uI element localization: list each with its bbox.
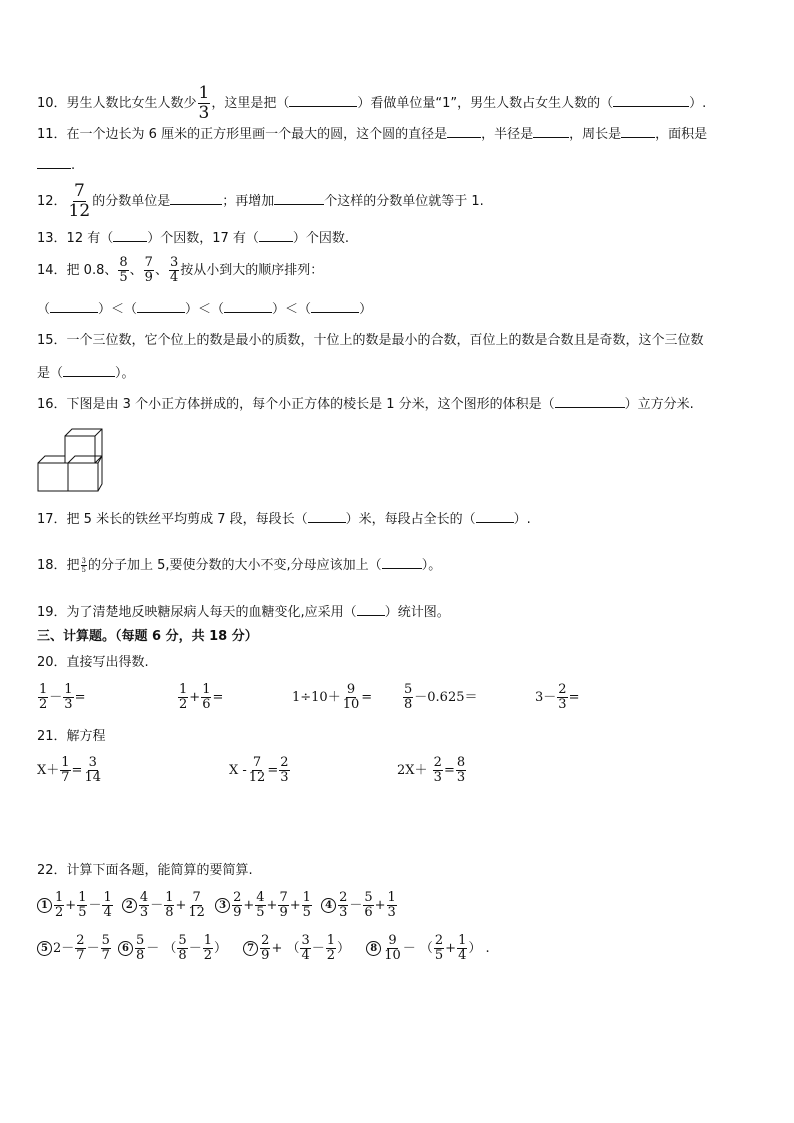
numerator: 7 [252,755,262,770]
fraction [557,683,567,712]
q11-text-b: ，半径是 [481,127,534,142]
fraction [403,683,413,712]
numerator: 2 [233,890,242,905]
denominator: 5 [81,566,87,574]
numerator: 3 [169,255,179,270]
fraction [77,891,87,920]
operator: － [86,941,100,956]
denominator: 2 [179,697,188,712]
question-14-answer-row [37,300,372,319]
item-number: 3 [215,898,230,913]
fraction [102,891,112,920]
item-number: 2 [122,898,137,913]
equals: = [74,690,86,705]
fraction [387,891,397,920]
q18-text-a: 18．把 [37,558,80,573]
answer-blank[interactable] [259,229,293,242]
operator: － [49,690,63,705]
numerator: 8 [119,255,128,270]
answer-blank[interactable] [311,300,359,313]
q10-text-a: 10．男生人数比女生人数少 [37,96,197,111]
fraction [63,683,73,712]
denominator: 8 [136,948,145,963]
question-11 [37,125,707,144]
item-number: 5 [37,941,52,956]
operator: + [289,898,301,913]
q11-text-d: ，面积是 [655,127,708,142]
cube-bottom-right-front [68,463,98,491]
q10-text-d: ）. [689,96,707,111]
denominator: 12 [188,905,205,920]
denominator: 8 [404,697,413,712]
q12-text-d: 个这样的分数单位就等于 1. [324,194,484,209]
fraction [203,934,213,963]
answer-blank[interactable] [289,94,357,107]
answer-blank[interactable] [170,192,222,205]
numerator: 9 [388,933,397,948]
fraction [383,934,402,963]
equals: = [212,690,224,705]
fraction [68,182,92,221]
q10-text-b: ，这里是把（ [211,96,290,111]
numerator: 1 [61,755,70,770]
numerator: 5 [136,933,145,948]
denominator: 5 [434,948,444,963]
fraction [83,756,102,785]
q14-text-b: 按从小到大的顺序排列： [180,263,324,278]
q20-expr-4 [402,683,478,712]
fraction [60,756,70,785]
numerator: 1 [387,890,396,905]
numerator: 5 [364,890,373,905]
operator: + [266,898,278,913]
paren: ） [359,302,373,317]
fraction [279,756,289,785]
cube-top-edge [95,429,102,436]
fraction [300,934,310,963]
paren: ） [214,941,228,956]
q22-row-2 [37,934,490,963]
numerator: 7 [144,255,153,270]
less-than: ）＜（ [98,302,138,317]
item-number: 8 [366,941,381,956]
fraction [178,683,188,712]
q16-text-b: ）立方分米. [624,397,694,412]
separator: 、 [154,263,168,278]
question-10 [37,84,706,123]
numerator: 2 [280,755,289,770]
fraction [363,891,373,920]
numerator: 1 [39,682,48,697]
fraction [101,934,111,963]
denominator: 3 [558,697,567,712]
denominator: 4 [301,948,310,963]
numerator: 2 [261,933,270,948]
q20-expr-2 [177,683,223,712]
denominator: 12 [248,770,266,785]
q19-text-a: 19．为了清楚地反映糖尿病人每天的血糖变化,应采用（ [37,605,357,620]
q13-text-c: ）个因数. [292,231,350,246]
denominator: 4 [169,270,179,285]
fraction [342,683,361,712]
answer-blank[interactable] [476,510,514,523]
denominator: 14 [84,770,101,785]
fraction [201,683,211,712]
q20-expr-3 [292,683,372,712]
q12-text-a: 12． [37,194,67,209]
numerator: 1 [326,933,336,948]
numerator: 3 [88,755,97,770]
operator: － [311,941,325,956]
q21-equation-3 [397,756,467,785]
answer-blank[interactable] [37,156,71,169]
denominator: 5 [78,905,87,920]
numerator: 1 [78,890,87,905]
denominator: 3 [280,770,289,785]
question-15 [37,332,704,350]
numerator: 1 [458,933,467,948]
denominator: 9 [233,905,242,920]
denominator: 5 [256,905,265,920]
numerator: 2 [339,890,348,905]
denominator: 9 [144,270,153,285]
operator: － [188,941,202,956]
numerator: 4 [256,890,265,905]
denominator: 7 [61,770,70,785]
denominator: 2 [39,697,48,712]
fraction [248,756,267,785]
question-19 [37,603,450,622]
denominator: 4 [103,905,112,920]
numerator: 3 [301,933,310,948]
numerator: 1 [64,682,73,697]
equals: = [71,763,83,778]
fraction [302,891,312,920]
denominator: 7 [101,948,110,963]
item-number: 1 [37,898,52,913]
item-number: 7 [243,941,258,956]
equals: = [361,690,373,705]
less-than: ）＜（ [185,302,225,317]
operator: + [189,690,201,705]
equals: = [267,763,279,778]
q17-text-b: ）米，每段占全长的（ [345,512,476,527]
cube-bottom-left-edges [38,456,65,463]
fraction [260,934,270,963]
expression-text: 1÷10＋ [292,690,341,705]
numerator: 1 [203,933,212,948]
q17-text-a: 17．把 5 米长的铁丝平均剪成 7 段，每段长（ [37,512,308,527]
denominator: 3 [339,905,348,920]
operator: － （ [402,941,433,956]
operator: + [374,898,386,913]
numerator: 7 [192,890,201,905]
numerator: 2 [558,682,567,697]
operator: + [243,898,255,913]
question-20-title: 20．直接写出得数. [37,655,149,670]
q16-text-a: 16．下图是由 3 个小正方体拼成的，每个小正方体的棱长是 1 分米，这个图形的体积是（ [37,397,555,412]
numerator: 5 [101,933,110,948]
numerator: 7 [279,890,288,905]
fraction [164,891,174,920]
equation-text: X - [229,763,247,778]
expression-text: －0.625＝ [414,690,478,705]
denominator: 12 [68,201,91,221]
denominator: 2 [55,905,64,920]
numerator: 7 [73,181,85,201]
fraction [177,934,187,963]
denominator: 9 [279,905,288,920]
fraction [457,934,467,963]
operator: － [88,898,102,913]
answer-blank[interactable] [621,125,655,138]
question-12 [37,182,484,221]
answer-blank[interactable] [50,300,98,313]
q21-equation-2 [229,756,291,785]
numerator: 9 [346,682,356,697]
q18-text-c: ）。 [421,558,442,573]
separator: 、 [129,263,143,278]
question-16 [37,395,694,414]
operator: + [65,898,77,913]
operator: + （ [271,941,300,956]
fraction [135,934,145,963]
denominator: 3 [139,905,149,920]
denominator: 7 [76,948,85,963]
denominator: 3 [456,770,466,785]
three-cubes-figure [36,426,104,494]
q10-text-c: ）看做单位量“1”，男生人数占女生人数的（ [357,96,614,111]
denominator: 2 [326,948,336,963]
denominator: 3 [198,103,210,123]
numerator: 1 [202,682,211,697]
denominator: 3 [387,905,396,920]
answer-blank[interactable] [113,229,147,242]
numerator: 1 [179,682,188,697]
q13-text-a: 13．12 有（ [37,231,114,246]
denominator: 3 [64,697,73,712]
numerator: 1 [302,890,311,905]
denominator: 10 [342,697,360,712]
answer-blank[interactable] [274,192,324,205]
denominator: 9 [261,948,270,963]
operator: + [175,898,187,913]
q22-row-1 [37,891,398,920]
fraction [433,756,443,785]
question-21-title: 21．解方程 [37,729,106,744]
fraction [54,891,64,920]
denominator: 8 [178,948,187,963]
item-number: 6 [118,941,133,956]
cube-top-front [65,436,95,463]
numerator: 5 [404,682,413,697]
denominator: 3 [433,770,442,785]
q13-text-b: ）个因数，17 有（ [147,231,259,246]
fraction [38,683,48,712]
q14-text-a: 14．把 0.8、 [37,263,118,278]
fraction [144,256,154,285]
denominator: 8 [165,905,174,920]
fraction [255,891,265,920]
denominator: 6 [364,905,373,920]
fraction [338,891,348,920]
answer-blank[interactable] [308,510,346,523]
equation-text: X＋ [37,763,60,778]
equation-text: 2X＋ [397,763,432,778]
denominator: 4 [458,948,467,963]
q12-text-b: 的分数单位是 [92,194,171,209]
fraction [326,934,336,963]
numerator: 1 [198,83,210,103]
section-3-heading: 三、计算题。（每题 6 分，共 18 分） [37,629,258,644]
cube-bottom-left-front [38,463,68,491]
question-13 [37,229,349,248]
fraction [278,891,288,920]
denominator: 5 [302,905,311,920]
numerator: 1 [103,890,112,905]
paren: ） [337,941,351,956]
answer-blank[interactable] [382,556,422,569]
fraction [139,891,149,920]
q12-text-c: ；再增加 [222,194,275,209]
q21-equation-1 [37,756,103,785]
numerator: 2 [76,933,85,948]
fraction [434,934,444,963]
expression-text: 2－ [53,941,75,956]
equals: = [443,763,455,778]
denominator: 10 [384,948,401,963]
question-15-line2 [37,364,135,383]
numerator: 8 [456,755,466,770]
item-number: 4 [321,898,336,913]
fraction [456,756,466,785]
q11-text-e: . [71,158,76,173]
fraction [118,256,128,285]
answer-blank[interactable] [224,300,272,313]
equals: = [568,690,580,705]
paren: （ [37,302,51,317]
q15-text-b: 是（ [37,366,64,381]
answer-blank[interactable] [447,125,481,138]
question-18 [37,556,441,575]
question-14 [37,256,323,285]
answer-blank[interactable] [357,603,385,616]
numerator: 4 [139,890,149,905]
fraction [81,557,87,574]
numerator: 1 [55,890,64,905]
fraction [187,891,206,920]
answer-blank[interactable] [137,300,185,313]
q18-text-b: 的分子加上 5,要使分数的大小不变,分母应该加上（ [88,558,382,573]
numerator: 2 [434,933,444,948]
question-22-title: 22．计算下面各题，能简算的要简算. [37,863,253,878]
operator: － [150,898,164,913]
numerator: 1 [165,890,174,905]
q15-text-a: 15．一个三位数，它个位上的数是最小的质数，十位上的数是最小的合数，百位上的数是合数且是奇数，这个三位数 [37,333,704,348]
q15-text-c: ）。 [115,366,135,381]
q19-text-b: ）统计图。 [384,605,450,620]
question-11-line2 [37,156,75,175]
q20-expr-1 [37,683,85,712]
question-17 [37,510,531,529]
denominator: 6 [202,697,211,712]
q11-text-a: 11．在一个边长为 6 厘米的正方形里画一个最大的圆，这个圆的直径是 [37,127,448,142]
q11-text-c: ，周长是 [569,127,622,142]
operator: － [349,898,363,913]
answer-blank[interactable] [63,364,115,377]
numerator: 3 [81,557,87,565]
fraction [169,256,179,285]
q20-expr-5 [535,683,579,712]
operator: + [445,941,457,956]
expression-text: 3－ [535,690,557,705]
q17-text-c: ）. [513,512,531,527]
fraction [232,891,242,920]
denominator: 2 [203,948,212,963]
numerator: 5 [178,933,187,948]
answer-blank[interactable] [555,395,625,408]
fraction [75,934,85,963]
operator: － （ [146,941,177,956]
denominator: 5 [119,270,128,285]
numerator: 2 [433,755,442,770]
less-than: ）＜（ [272,302,312,317]
answer-blank[interactable] [613,94,689,107]
paren: ） . [468,941,490,956]
answer-blank[interactable] [533,125,569,138]
fraction [198,84,211,123]
